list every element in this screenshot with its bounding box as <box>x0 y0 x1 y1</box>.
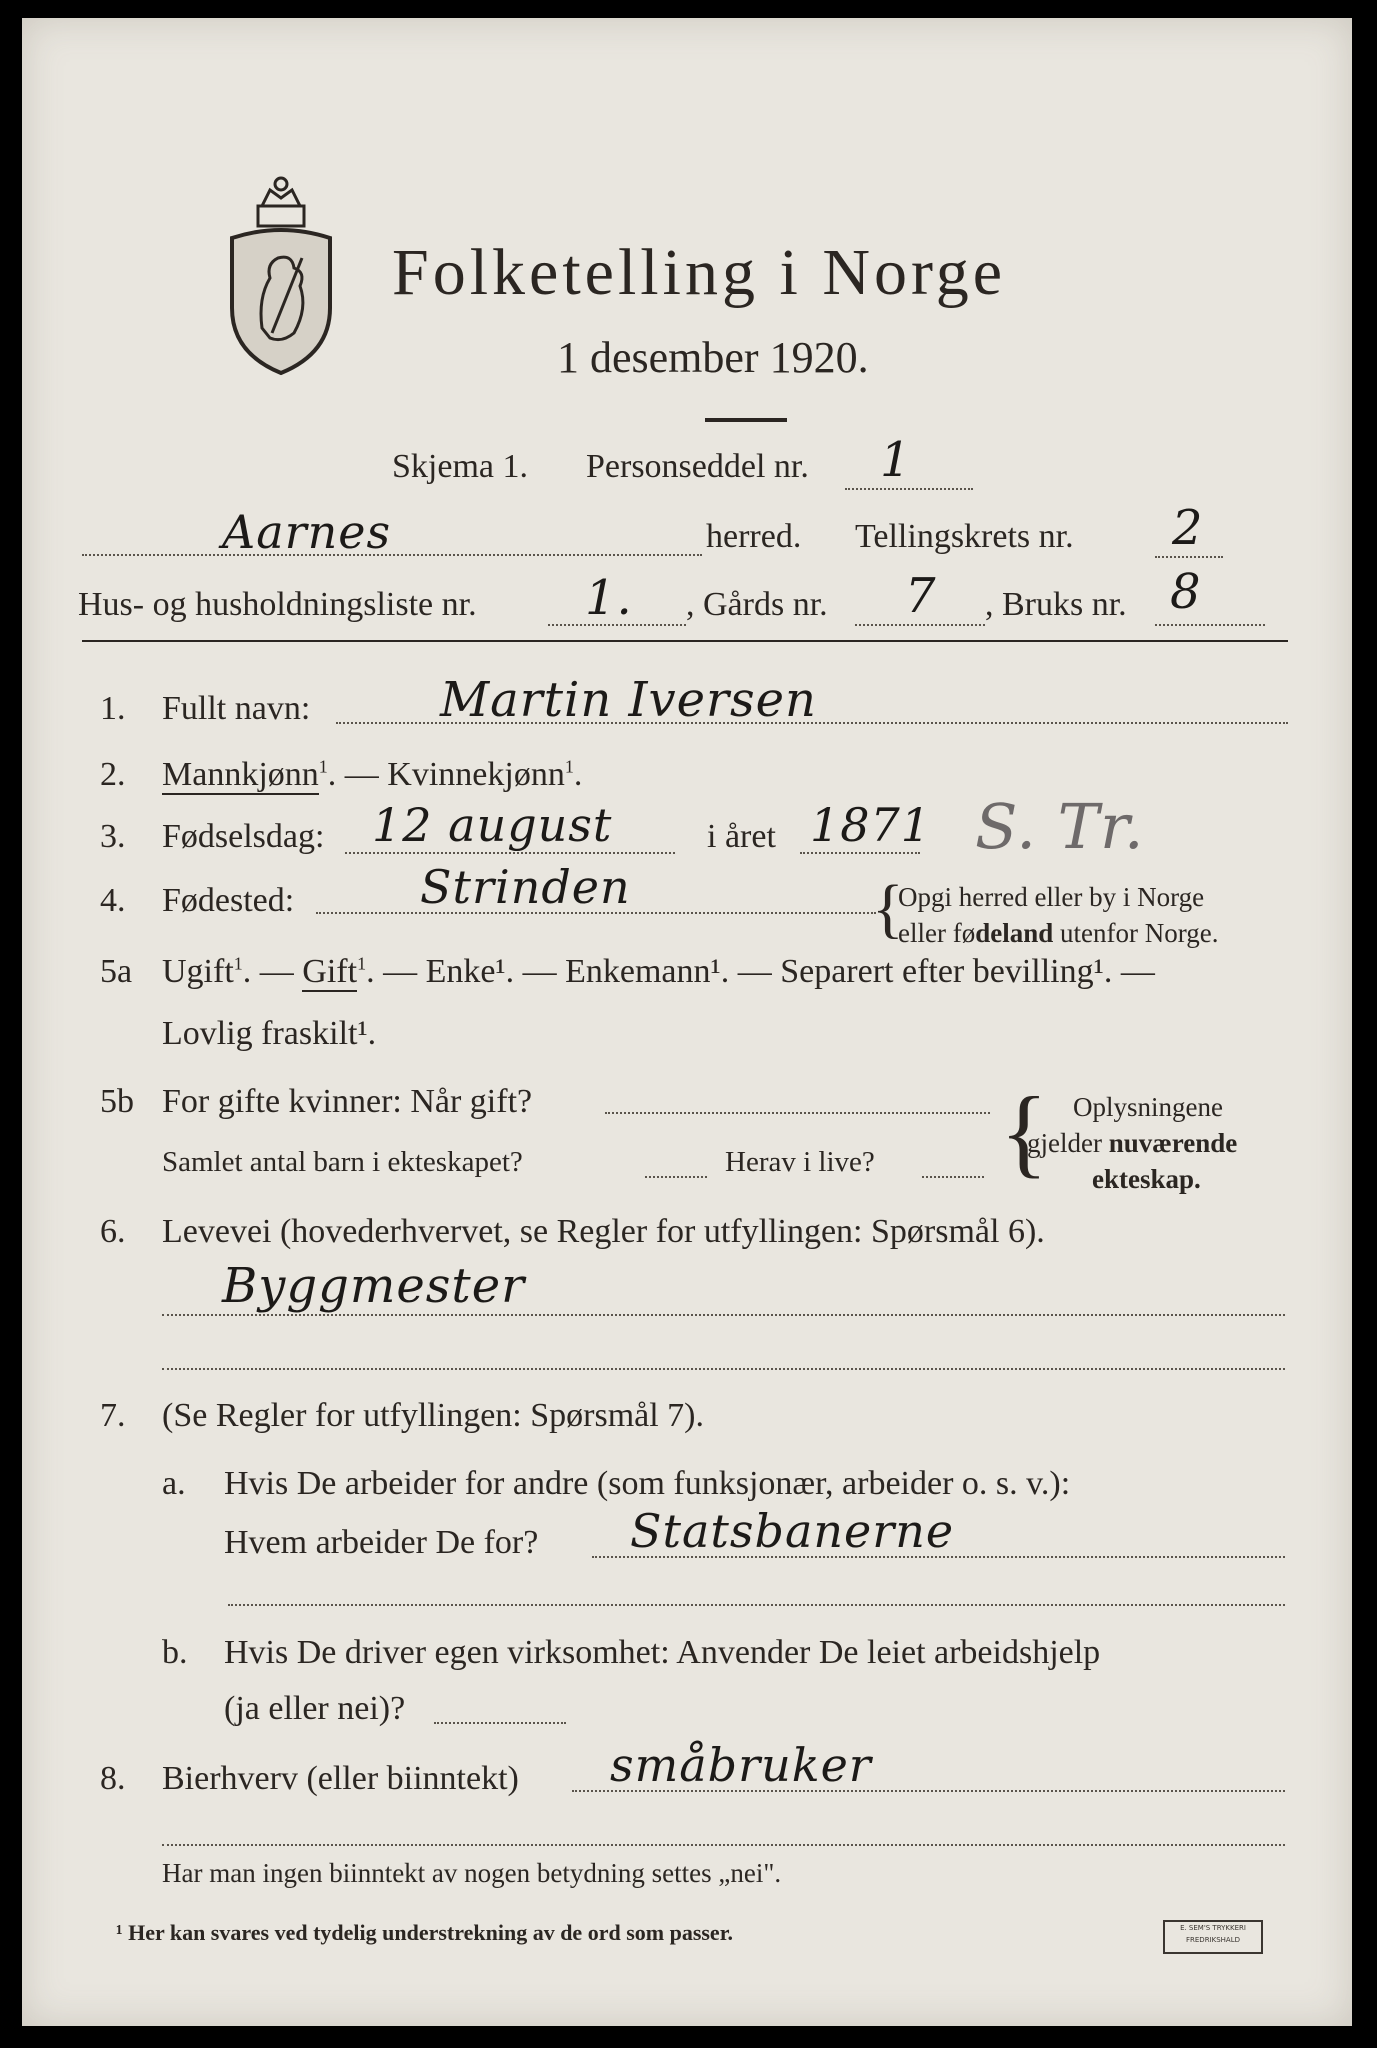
marriage-note-line2: gjelder nuværende <box>1027 1128 1238 1158</box>
bruks-label: , Bruks nr. <box>985 586 1127 623</box>
gaards-label: , Gårds nr. <box>686 586 828 623</box>
children-alive-label: Herav i live? <box>725 1146 875 1178</box>
pencil-note: S. Tr. <box>975 790 1145 863</box>
birth-year-field[interactable] <box>800 852 920 854</box>
q7b-line1: Hvis De driver egen virksomhet: Anvender De leiet arbeidshjelp <box>224 1634 1101 1671</box>
q6-label: Levevei (hovederhvervet, se Regler for utfyllingen: Spørsmål 6). <box>162 1213 1045 1250</box>
occupation-value: Byggmester <box>222 1258 526 1314</box>
q8-number: 8. <box>100 1760 126 1797</box>
herred-field[interactable] <box>82 554 702 556</box>
year-label: i året <box>707 818 776 855</box>
side-income-value: småbruker <box>610 1738 872 1792</box>
birthplace-value: Strinden <box>420 860 631 914</box>
children-count-label: Samlet antal barn i ekteskapet? <box>162 1146 523 1178</box>
married-when-label: For gifte kvinner: Når gift? <box>162 1083 533 1120</box>
marital-status-options: Ugift$^1$. — Gift$^1$. — Enke¹. — Enkemann¹. — Separert efter bevilling¹. — <box>162 953 1155 990</box>
gaards-value: 7 <box>905 568 937 624</box>
q7a-letter: a. <box>162 1465 186 1502</box>
q1-label: Fullt navn: <box>162 690 311 727</box>
personseddel-label: Personseddel nr. <box>586 448 809 485</box>
hus-value: 1. <box>585 570 633 626</box>
male-option[interactable]: Mannkjønn <box>162 756 319 793</box>
printer-stamp: E. SEM'S TRYKKERI FREDRIKSHALD <box>1163 1920 1263 1954</box>
q4-label: Fødested: <box>162 882 295 919</box>
birthplace-brace: { <box>872 872 904 945</box>
title-divider <box>705 418 787 422</box>
lovlig-fraskilt-option[interactable]: Lovlig fraskilt¹. <box>162 1015 377 1052</box>
q5b-number: 5b <box>100 1083 134 1120</box>
marriage-note-line1: Oplysningene <box>1073 1092 1223 1122</box>
q7a-line2: Hvem arbeider De for? <box>224 1524 539 1561</box>
census-date: 1 desember 1920. <box>557 333 869 382</box>
employer-field-line2[interactable] <box>228 1604 1285 1606</box>
q7b-line2: (ja eller nei)? <box>224 1690 406 1727</box>
tellingskrets-field[interactable] <box>1155 556 1223 558</box>
q3-number: 3. <box>100 818 126 855</box>
married-when-field[interactable] <box>605 1112 990 1114</box>
q7a-line1: Hvis De arbeider for andre (som funksjonær, arbeider o. s. v.): <box>224 1465 1071 1502</box>
personseddel-value: 1 <box>880 432 912 488</box>
q6-number: 6. <box>100 1213 126 1250</box>
children-count-field[interactable] <box>645 1176 707 1178</box>
header-divider <box>82 640 1288 642</box>
female-option[interactable]: Kvinnekjønn <box>387 756 565 793</box>
full-name-value: Martin Iversen <box>440 672 817 728</box>
marriage-note-line3: ekteskap. <box>1092 1164 1201 1194</box>
bruks-value: 8 <box>1170 564 1202 620</box>
marriage-note-brace: { <box>1000 1076 1048 1187</box>
birthdate-field[interactable] <box>345 852 675 854</box>
birthplace-note-line2: eller fødeland utenfor Norge. <box>898 918 1219 948</box>
q2-number: 2. <box>100 756 126 793</box>
q4-number: 4. <box>100 882 126 919</box>
personseddel-field[interactable] <box>845 488 973 490</box>
q2-options: Mannkjønn$^1$. — Kvinnekjønn$^1$. <box>162 756 583 793</box>
birthdate-value: 12 august <box>372 798 613 852</box>
side-income-note: Har man ingen biinntekt av nogen betydning settes „nei". <box>162 1858 782 1888</box>
birth-year-value: 1871 <box>810 798 932 852</box>
q5a-number: 5a <box>100 953 133 990</box>
herred-value: Aarnes <box>222 505 392 559</box>
occupation-field[interactable] <box>162 1314 1285 1316</box>
q3-label: Fødselsdag: <box>162 818 325 855</box>
occupation-field-line2[interactable] <box>162 1368 1285 1370</box>
ugift-option[interactable]: Ugift <box>162 953 234 990</box>
form-title: Folketelling i Norge <box>392 236 1007 309</box>
gift-option[interactable]: Gift <box>302 953 358 990</box>
children-alive-field[interactable] <box>922 1176 984 1178</box>
footnote: ¹ Her kan svares ved tydelig understrekning av de ord som passer. <box>116 1920 733 1945</box>
tellingskrets-label: Tellingskrets nr. <box>855 518 1074 555</box>
q1-number: 1. <box>100 690 126 727</box>
schema-label: Skjema 1. <box>392 448 528 485</box>
norwegian-coat-of-arms-icon <box>222 168 340 378</box>
herred-label: herred. <box>706 518 802 555</box>
tellingskrets-value: 2 <box>1172 500 1204 556</box>
gaards-field[interactable] <box>855 624 985 626</box>
hired-help-field[interactable] <box>434 1722 566 1724</box>
side-income-field-line2[interactable] <box>162 1844 1285 1846</box>
employer-value: Statsbanerne <box>630 1504 955 1558</box>
hus-label: Hus- og husholdningsliste nr. <box>78 586 477 623</box>
q8-label: Bierhverv (eller biinntekt) <box>162 1760 519 1797</box>
bruks-field[interactable] <box>1155 624 1265 626</box>
q7-number: 7. <box>100 1397 126 1434</box>
birthplace-note-line1: Opgi herred eller by i Norge <box>898 882 1205 912</box>
q7b-letter: b. <box>162 1634 188 1671</box>
q7-label: (Se Regler for utfyllingen: Spørsmål 7). <box>162 1397 705 1434</box>
